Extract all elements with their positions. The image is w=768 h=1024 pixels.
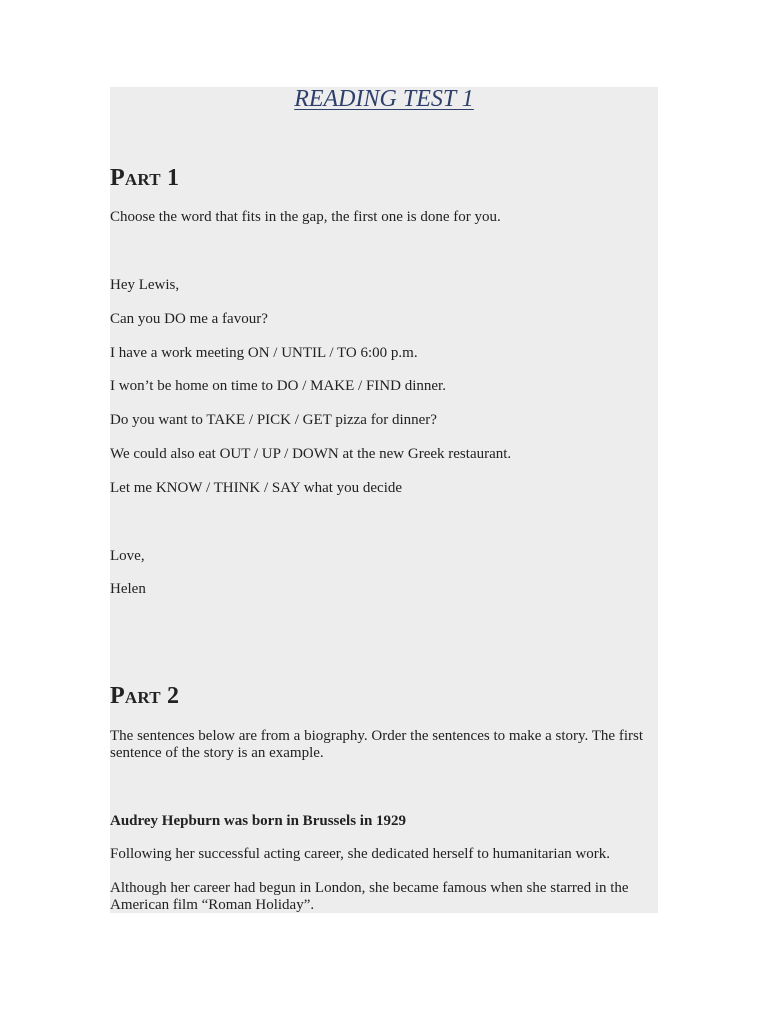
letter-signature: Helen	[110, 581, 146, 597]
part-1-heading: Part 1	[110, 165, 180, 191]
story-sentence: Following her successful acting career, she dedicated herself to humanitarian work.	[110, 846, 611, 862]
page-title: READING TEST 1	[294, 86, 474, 112]
example-sentence: Audrey Hepburn was born in Brussels in 1929	[110, 813, 407, 829]
letter-line: I won’t be home on time to DO / MAKE / FIND dinner.	[110, 378, 446, 394]
story-sentence: Although her career had begun in London, she became famous when she starred in the American film “Roman Holiday”.	[110, 880, 629, 913]
letter-line: We could also eat OUT / UP / DOWN at the new Greek restaurant.	[110, 446, 512, 462]
letter-line: Let me KNOW / THINK / SAY what you decide	[110, 480, 403, 496]
letter-line: Hey Lewis,	[110, 277, 180, 293]
letter-line: I have a work meeting ON / UNTIL / TO 6:00 p.m.	[110, 345, 418, 361]
part-2-heading: Part 2	[110, 683, 180, 709]
letter-line: Do you want to TAKE / PICK / GET pizza for dinner?	[110, 412, 437, 428]
letter-line: Can you DO me a favour?	[110, 311, 268, 327]
part-2-instruction: The sentences below are from a biography. Order the sentences to make a story. The first sentence of the story is an example.	[110, 728, 643, 761]
letter-signoff: Love,	[110, 548, 145, 564]
part-1-instruction: Choose the word that fits in the gap, the first one is done for you.	[110, 209, 501, 225]
